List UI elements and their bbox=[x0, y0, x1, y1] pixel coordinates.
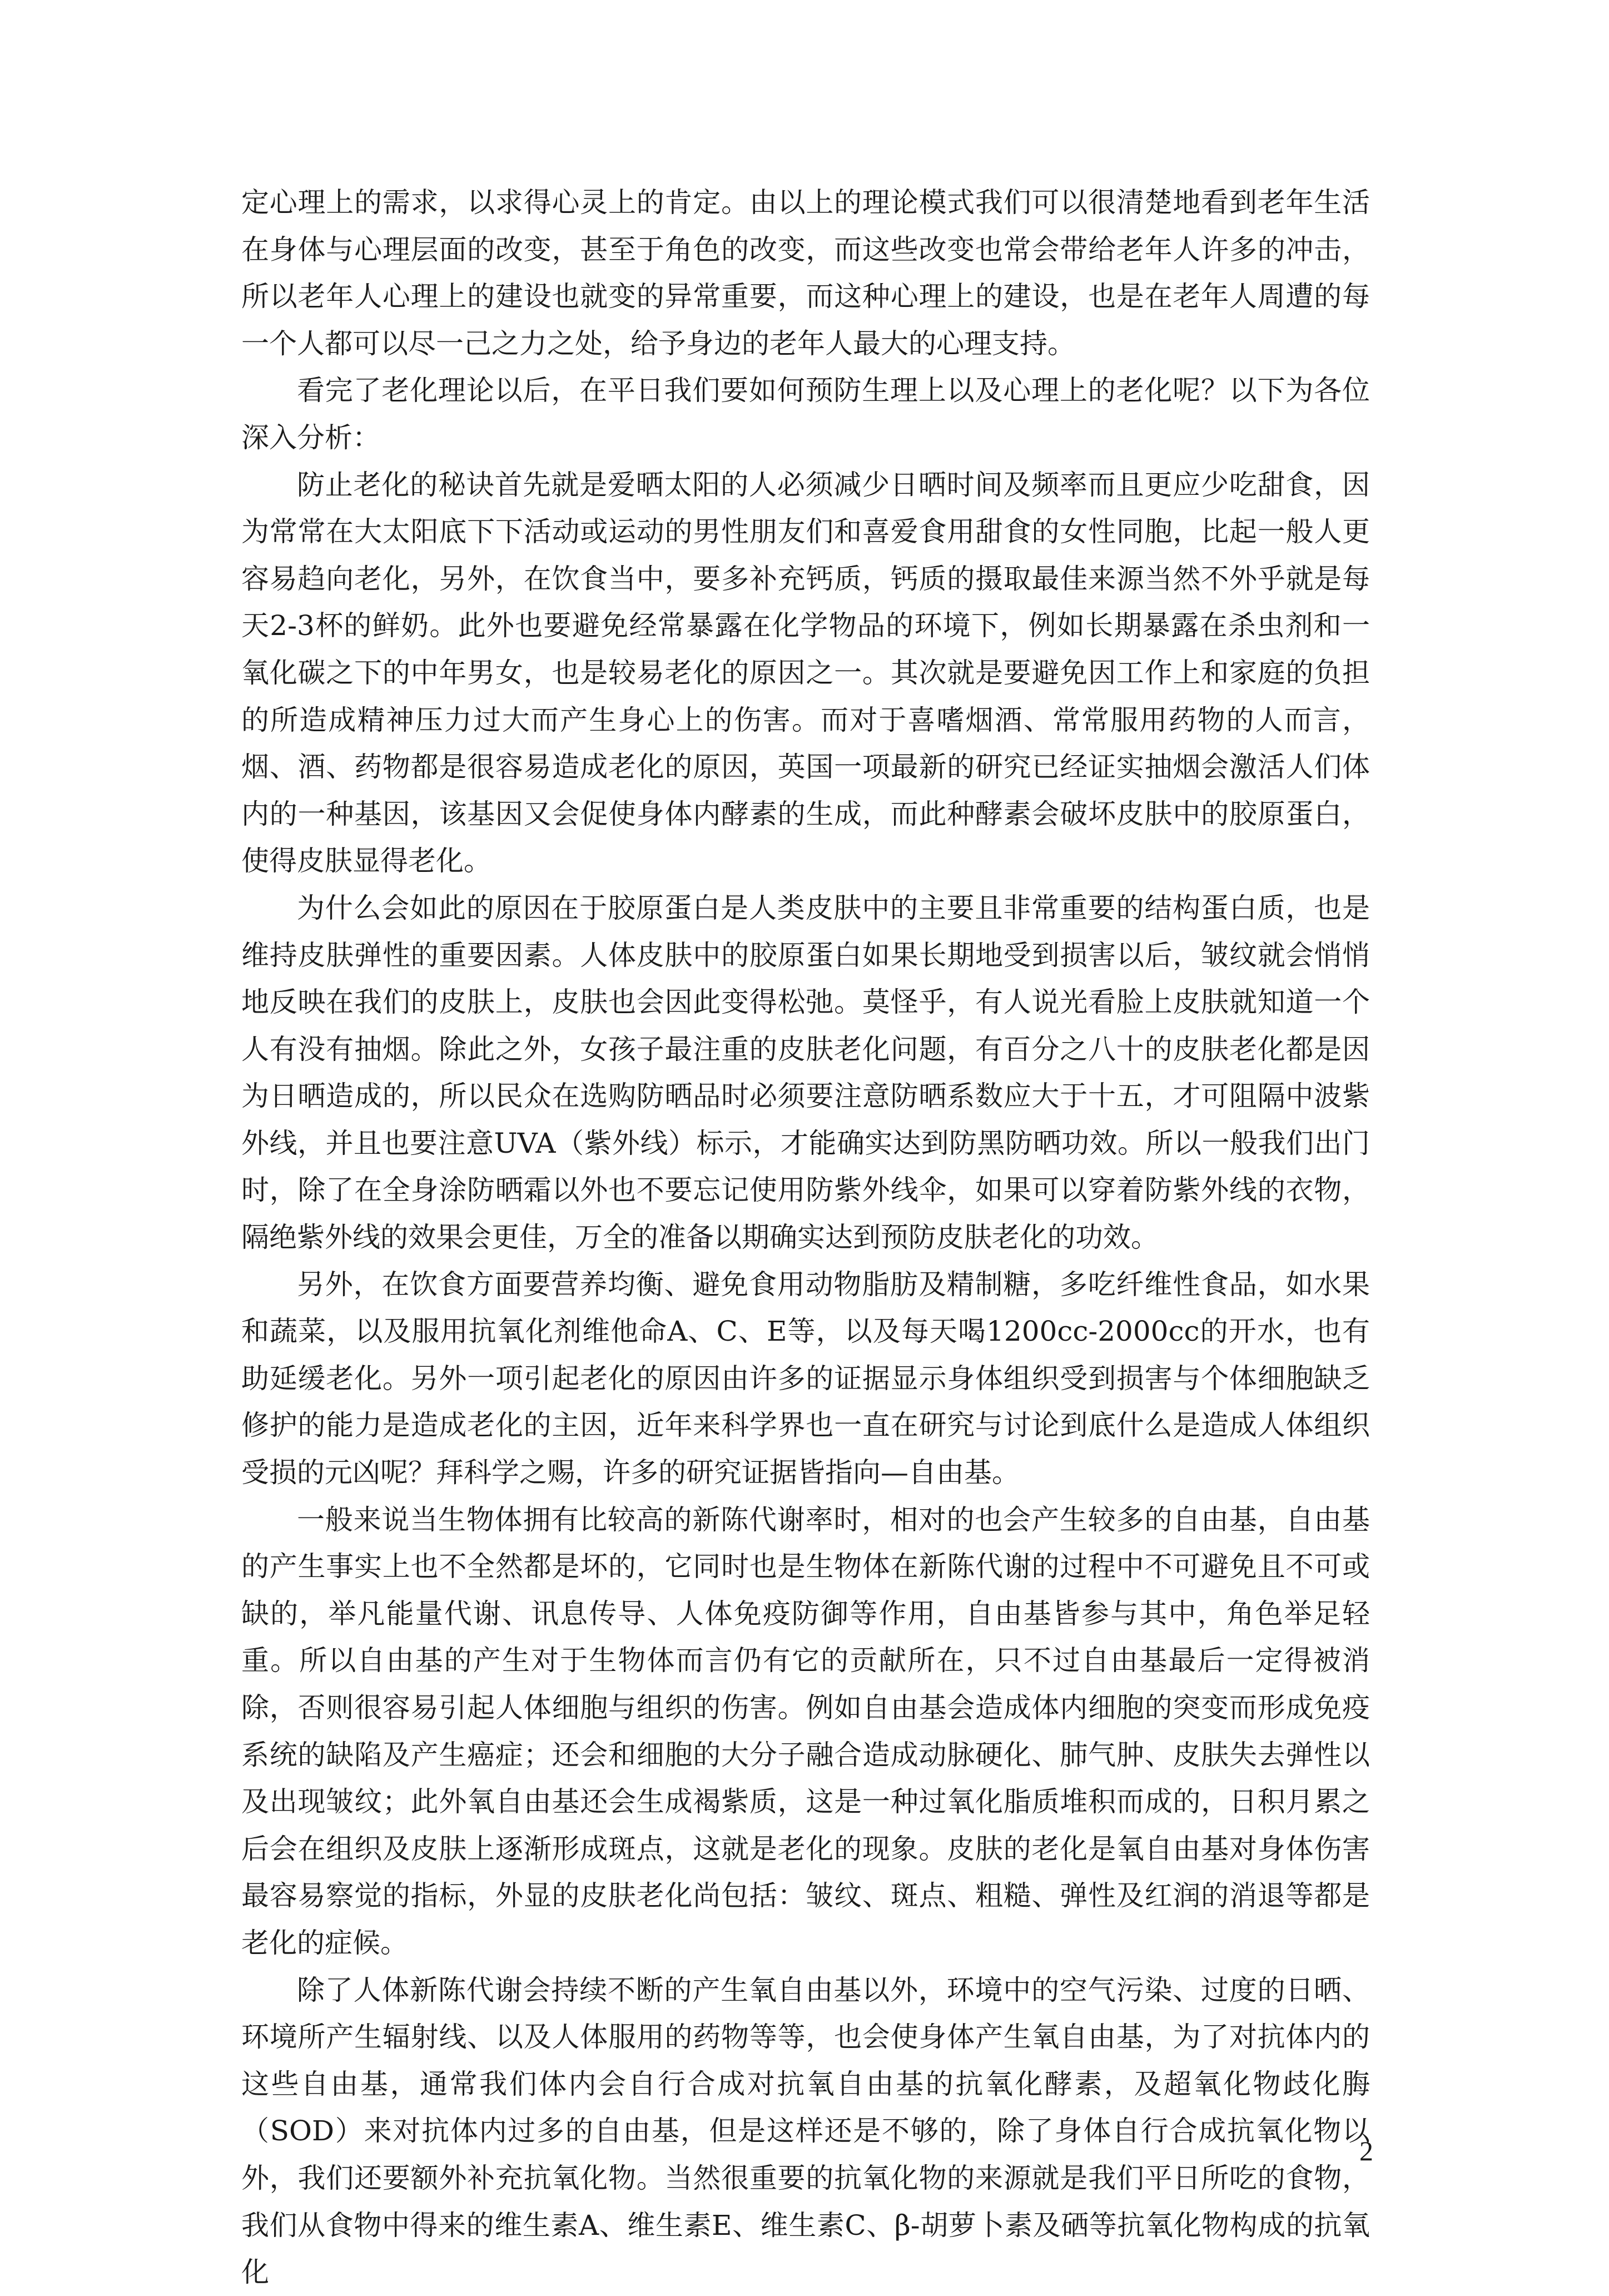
paragraph: 看完了老化理论以后，在平日我们要如何预防生理上以及心理上的老化呢？以下为各位深入分析： bbox=[241, 374, 1370, 454]
paragraph: 另外，在饮食方面要营养均衡、避免食用动物脂肪及精制糖，多吃纤维性食品，如水果和蔬菜，以及服用抗氧化剂维他命A、C、E等，以及每天喝1200cc-2000cc的开水，也有助延缓老化。另外一项引起老化的原因由许多的证据显示身体组织受到损害与个体细胞缺乏修护的能力是造成老化的主因，近年来科学界也一直在研究与讨论到底什么是造成人体组织受损的元凶呢？拜科学之赐，许多的研究证据皆指向—自由基。 bbox=[241, 1268, 1370, 1489]
paragraph: 除了人体新陈代谢会持续不断的产生氧自由基以外，环境中的空气污染、过度的日晒、环境所产生辐射线、以及人体服用的药物等等，也会使身体产生氧自由基，为了对抗体内的这些自由基，通常我们体内会自行合成对抗氧自由基的抗氧化酵素，及超氧化物歧化脢（SOD）来对抗体内过多的自由基，但是这样还是不够的，除了身体自行合成抗氧化物以外，我们还要额外补充抗氧化物。当然很重要的抗氧化物的来源就是我们平日所吃的食物，我们从食物中得来的维生素A、维生素E、维生素C、β-胡萝卜素及硒等抗氧化物构成的抗氧化 bbox=[241, 1973, 1370, 2289]
paragraph: 防止老化的秘诀首先就是爱晒太阳的人必须减少日晒时间及频率而且更应少吃甜食，因为常常在大太阳底下下活动或运动的男性朋友们和喜爱食用甜食的女性同胞，比起一般人更容易趋向老化，另外，在饮食当中，要多补充钙质，钙质的摄取最佳来源当然不外乎就是每天2-3杯的鲜奶。此外也要避免经常暴露在化学物品的环境下，例如长期暴露在杀虫剂和一氧化碳之下的中年男女，也是较易老化的原因之一。其次就是要避免因工作上和家庭的负担的所造成精神压力过大而产生身心上的伤害。而对于喜嗜烟酒、常常服用药物的人而言，烟、酒、药物都是很容易造成老化的原因，英国一项最新的研究已经证实抽烟会激活人们体内的一种基因，该基因又会促使身体内酵素的生成，而此种酵素会破坏皮肤中的胶原蛋白，使得皮肤显得老化。 bbox=[241, 468, 1370, 877]
page-number: 2 bbox=[1359, 2135, 1373, 2166]
paragraph: 为什么会如此的原因在于胶原蛋白是人类皮肤中的主要且非常重要的结构蛋白质，也是维持皮肤弹性的重要因素。人体皮肤中的胶原蛋白如果长期地受到损害以后，皱纹就会悄悄地反映在我们的皮肤上，皮肤也会因此变得松弛。莫怪乎，有人说光看脸上皮肤就知道一个人有没有抽烟。除此之外，女孩子最注重的皮肤老化问题，有百分之八十的皮肤老化都是因为日晒造成的，所以民众在选购防晒品时必须要注意防晒系数应大于十五，才可阻隔中波紫外线，并且也要注意UVA（紫外线）标示，才能确实达到防黑防晒功效。所以一般我们出门时，除了在全身涂防晒霜以外也不要忘记使用防紫外线伞，如果可以穿着防紫外线的衣物，隔绝紫外线的效果会更佳，万全的准备以期确实达到预防皮肤老化的功效。 bbox=[241, 891, 1370, 1254]
paragraph: 一般来说当生物体拥有比较高的新陈代谢率时，相对的也会产生较多的自由基，自由基的产生事实上也不全然都是坏的，它同时也是生物体在新陈代谢的过程中不可避免且不可或缺的，举凡能量代谢、讯息传导、人体免疫防御等作用，自由基皆参与其中，角色举足轻重。所以自由基的产生对于生物体而言仍有它的贡献所在，只不过自由基最后一定得被消除，否则很容易引起人体细胞与组织的伤害。例如自由基会造成体内细胞的突变而形成免疫系统的缺陷及产生癌症；还会和细胞的大分子融合造成动脉硬化、肺气肿、皮肤失去弹性以及出现皱纹；此外氧自由基还会生成褐紫质，这是一种过氧化脂质堆积而成的，日积月累之后会在组织及皮肤上逐渐形成斑点，这就是老化的现象。皮肤的老化是氧自由基对身体伤害最容易察觉的指标，外显的皮肤老化尚包括：皱纹、斑点、粗糙、弹性及红润的消退等都是老化的症候。 bbox=[241, 1503, 1370, 1959]
body-text bbox=[241, 179, 1370, 2296]
paragraph: 定心理上的需求，以求得心灵上的肯定。由以上的理论模式我们可以很清楚地看到老年生活在身体与心理层面的改变，甚至于角色的改变，而这些改变也常会带给老年人许多的冲击，所以老年人心理上的建设也就变的异常重要，而这种心理上的建设，也是在老年人周遭的每一个人都可以尽一己之力之处，给予身边的老年人最大的心理支持。 bbox=[241, 186, 1370, 360]
